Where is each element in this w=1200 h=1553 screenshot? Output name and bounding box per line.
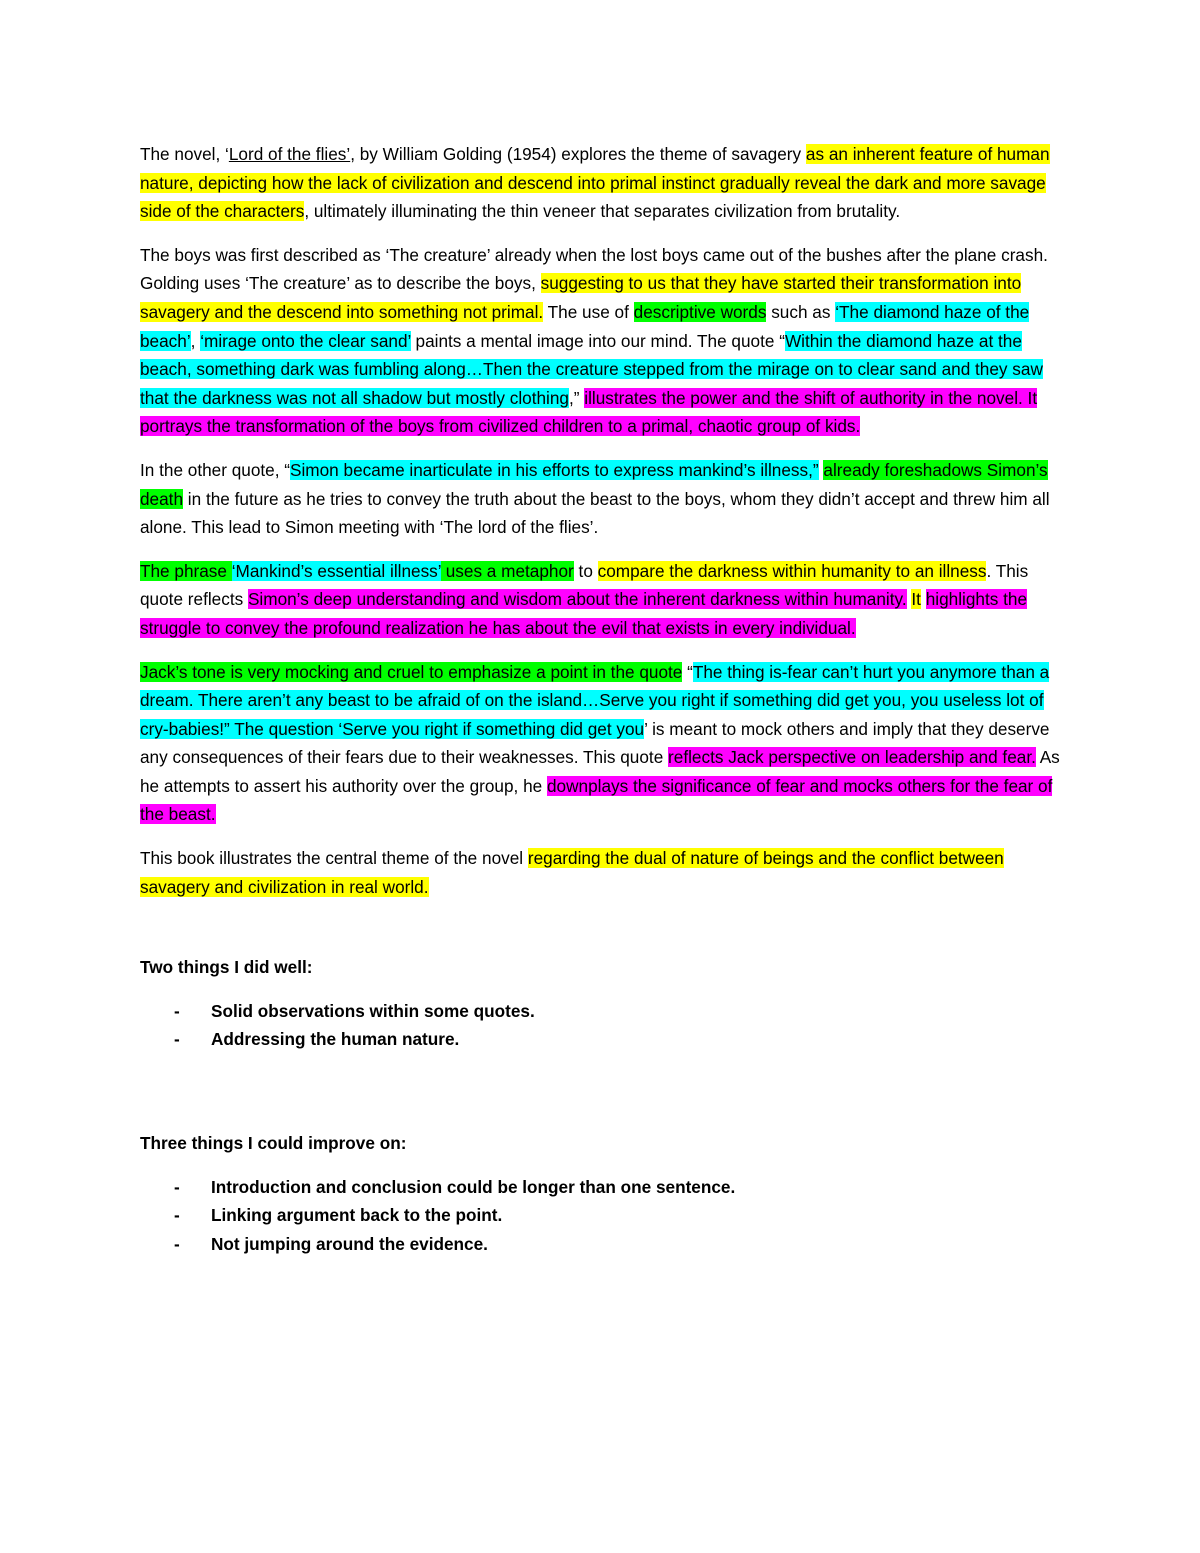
essay-body [140, 140, 1070, 901]
list-item-text: Solid observations within some quotes. [211, 1000, 535, 1021]
well-list [140, 997, 1070, 1054]
well-heading: Two things I did well: [140, 957, 313, 978]
text-segment: ,” [568, 387, 585, 408]
well-section [140, 953, 1070, 1054]
list-item-text: Introduction and conclusion could be longer than one sentence. [211, 1176, 736, 1197]
well-list-item [140, 1025, 1070, 1054]
dash-bullet: - [174, 1029, 180, 1050]
highlight-yellow: regarding the dual of nature of beings and the conflict between savagery and civilization in real world. [140, 848, 1004, 897]
text-segment: In the other quote, “ [140, 459, 291, 480]
dash-bullet: - [174, 1176, 180, 1197]
text-segment: , [190, 330, 201, 351]
dash-bullet: - [174, 1233, 180, 1254]
improve-list [140, 1173, 1070, 1259]
highlight-green: already foreshadows Simon’s death [140, 459, 1048, 509]
highlight-green: The phrase [140, 560, 232, 581]
dash-bullet: - [174, 1205, 180, 1226]
list-item-text: Linking argument back to the point. [211, 1205, 503, 1226]
text-segment: ’ is meant to mock others and imply that they deserve any consequences of their fears due to their weaknesses. This quote [140, 718, 1050, 768]
text-segment: Lord of the flies’ [228, 144, 351, 164]
highlight-cyan: ‘mirage onto the clear sand’ [200, 330, 411, 351]
text-segment: This book illustrates the central theme of the novel [140, 848, 528, 869]
text-segment: in the future as he tries to convey the truth about the beast to the boys, whom they didn’t accept and threw him all alone. This lead to Simon meeting with ‘The lord of the flies’. [140, 488, 1050, 538]
improve-section [140, 1129, 1070, 1258]
text-segment [921, 589, 926, 609]
improve-list-item [140, 1230, 1070, 1259]
paragraph-jack [140, 658, 1070, 830]
text-segment: to [573, 560, 598, 581]
improve-list-item [140, 1201, 1070, 1230]
highlight-magenta: highlights the struggle to convey the profound realization he has about the evil that exists in every individual. [140, 589, 1028, 638]
text-segment: “ [682, 661, 693, 682]
list-item-text: Not jumping around the evidence. [211, 1233, 488, 1254]
text-segment: The use of [543, 301, 634, 322]
highlight-cyan: ‘Mankind’s essential illness’ [231, 560, 441, 581]
text-segment: The boys was first described as ‘The creature’ already when the lost boys came out of the bushes after the plane crash. Golding uses ‘The creature’ as to describe the boys, [140, 244, 1048, 294]
text-segment: , ultimately illuminating the thin veneer that separates civilization from brutality. [304, 201, 901, 222]
improve-list-item [140, 1173, 1070, 1202]
paragraph-intro [140, 140, 1070, 226]
paragraph-conclusion [140, 844, 1070, 901]
text-segment: As he attempts to assert his authority over the group, he [140, 747, 1060, 796]
highlight-cyan: Within the diamond haze at the beach, something dark was fumbling along…Then the creature stepped from the mirage on to clear sand and they saw that the darkness was not all shadow but mostly clothing [140, 330, 1043, 408]
text-segment: . This quote reflects [140, 560, 1029, 610]
highlight-magenta: Simon’s deep understanding and wisdom about the inherent darkness within humanity. [247, 589, 907, 610]
highlight-green: Jack’s tone is very mocking and cruel to emphasize a point in the quote [140, 661, 683, 682]
improve-heading: Three things I could improve on: [140, 1133, 407, 1154]
highlight-yellow: as an inherent feature of human nature, depicting how the lack of civilization and descend into primal instinct gradually reveal the dark and more savage side of the characters [140, 144, 1050, 222]
highlight-magenta: downplays the significance of fear and mocks others for the fear of the beast. [140, 775, 1053, 825]
text-segment: The novel, ‘ [140, 144, 229, 164]
paragraph-simon-quote [140, 456, 1070, 542]
highlight-yellow: suggesting to us that they have started their transformation into savagery and the descend into something not primal. [140, 273, 1022, 322]
highlight-magenta: illustrates the power and the shift of authority in the novel. It portrays the transformation of the boys from civilized children to a primal, chaotic group of kids. [140, 387, 1038, 437]
highlight-cyan: Simon became inarticulate in his efforts to express mankind’s illness,” [290, 459, 819, 480]
well-list-item [140, 997, 1070, 1026]
highlight-yellow: It [911, 589, 921, 610]
highlight-green: descriptive words [633, 301, 767, 322]
paragraph-creature [140, 241, 1070, 441]
highlight-green: uses a metaphor [440, 560, 574, 581]
list-item-text: Addressing the human nature. [211, 1029, 460, 1050]
highlight-cyan: ‘The diamond haze of the beach’ [140, 301, 1030, 351]
dash-bullet: - [174, 1000, 180, 1021]
highlight-magenta: reflects Jack perspective on leadership and fear. [668, 747, 1036, 768]
paragraph-metaphor [140, 557, 1070, 643]
text-segment: , by William Golding (1954) explores the theme of savagery [350, 144, 806, 164]
text-segment: paints a mental image into our mind. The quote “ [410, 330, 785, 351]
highlight-yellow: compare the darkness within humanity to an illness [597, 560, 987, 581]
highlight-cyan: The thing is-fear can’t hurt you anymore than a dream. There aren’t any beast to be afraid of on the island…Serve you right if something did get you, you useless lot of cry-babies!” The question ‘Serve you right if something did get you [140, 661, 1050, 739]
text-segment: such as [766, 301, 836, 322]
